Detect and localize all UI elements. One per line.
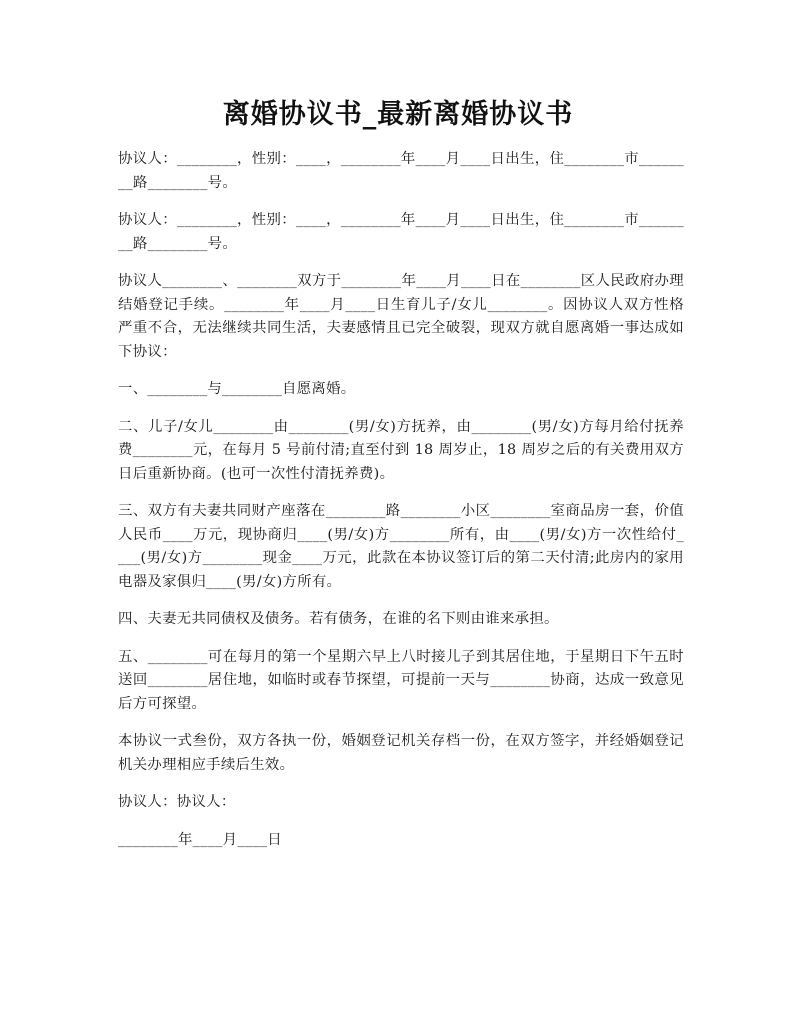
agreement-effect: 本协议一式叁份，双方各执一份，婚姻登记机关存档一份，在双方签字，并经婚姻登记机关办理相应手续后生效。 <box>118 733 684 773</box>
clause-5-visitation: 五、________可在每月的第一个星期六早上八时接儿子到其居住地，于星期日下午五时送回________居住地，如临时或春节探望，可提前一天与________协商，达成一致意见后方可探望。 <box>118 648 684 712</box>
party-one-info: 协议人：________，性别：____，________年____月____日出生，住________市________路________号。 <box>118 151 684 191</box>
document-body <box>118 148 684 866</box>
marriage-background: 协议人________、________双方于________年____月____日在________区人民政府办理结婚登记手续。________年____月____日生育儿子/女儿________。因协议人双方性格严重不合，无法继续共同生活，夫妻感情且已完全破裂，现双方就自愿离婚一事达成如下协议： <box>118 273 684 360</box>
document-title: 离婚协议书_最新离婚协议书 <box>222 99 574 130</box>
clause-3-property: 三、双方有夫妻共同财产座落在________路________小区________室商品房一套，价值人民币____万元，现协商归____(男/女)方________所有，由____(男/女)方一次性给付____(男/女)方________现金____万元，此款在本协议签订后的第二天付清;此房内的家用电器及家俱归____(男/女)方所有。 <box>118 503 684 590</box>
date-line: ________年____月____日 <box>118 831 282 848</box>
clause-2-child-support: 二、儿子/女儿________由________(男/女)方抚养，由________(男/女)方每月给付抚养费________元，在每月 5 号前付清;直至付到 18 周岁止，18 周岁之后的有关费用双方日后重新协商。(也可一次性付清抚养费)。 <box>118 418 684 482</box>
clause-1-divorce: 一、________与________自愿离婚。 <box>118 381 356 397</box>
clause-4-debts: 四、夫妻无共同债权及债务。若有债务，在谁的名下则由谁来承担。 <box>118 611 559 627</box>
party-two-info: 协议人：________，性别：____，________年____月____日出生，住________市________路________号。 <box>118 212 684 252</box>
signature-line: 协议人：协议人： <box>118 794 236 810</box>
